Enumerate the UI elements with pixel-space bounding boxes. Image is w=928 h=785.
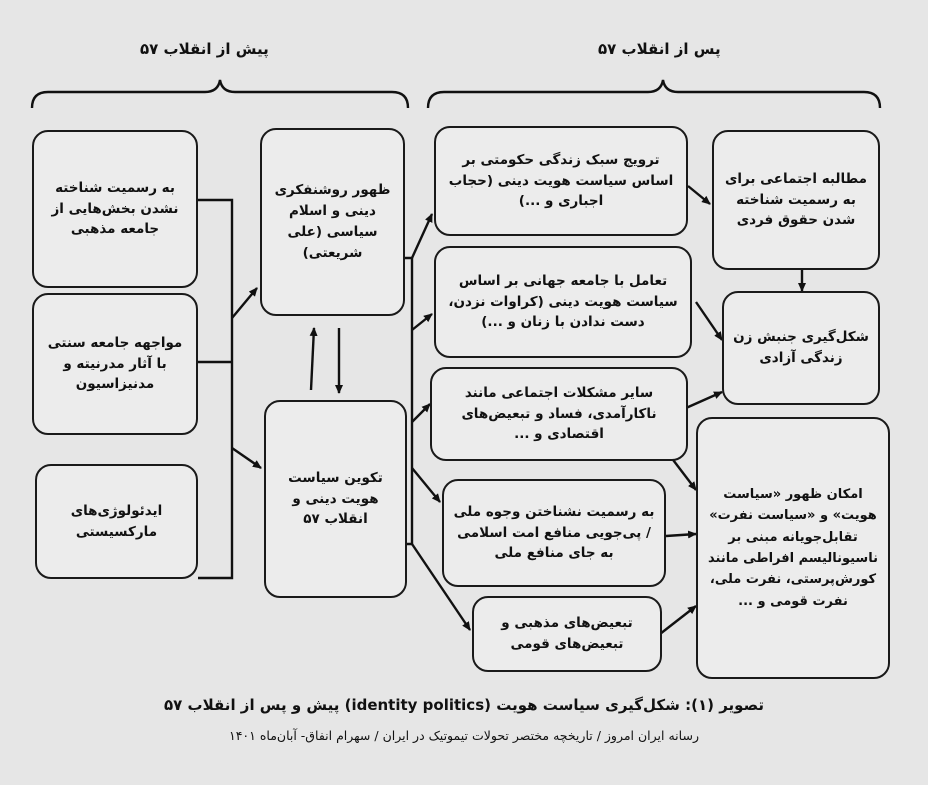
box-intellectuals xyxy=(260,128,405,316)
arrow-lifestyle-to-demand xyxy=(688,186,710,204)
box-world-text: تعامل با جامعه جهانی بر اساس سیاست هویت دینی (کراوات نزدن، دست ندادن با زنان و ...) xyxy=(448,272,678,331)
box-national-text: به رسمیت نشناختن وجوه ملی / پی‌جویی منافع امت اسلامی به جای منافع ملی xyxy=(453,503,655,562)
arrow-to-world xyxy=(412,314,432,330)
left-bracket xyxy=(198,200,232,578)
arrow-social-to-movement xyxy=(686,392,722,408)
box-formation xyxy=(264,400,407,598)
box-lifestyle-text: ترویج سبک زندگی حکومتی بر اساس سیاست هویت دینی (حجاب اجباری و ...) xyxy=(448,151,674,210)
box-possibility xyxy=(696,417,890,679)
box-modernity-text: مواجهه جامعه سنتی با آثار مدرنیته و مدنیزاسیون xyxy=(47,334,183,393)
box-formation-text: تکوین سیاست هویت دینی و انقلاب ۵۷ xyxy=(288,469,383,528)
arrow-national-to-possibility xyxy=(666,534,696,536)
box-social-text: سایر مشکلات اجتماعی مانند ناکارآمدی، فساد و تبعیض‌های اقتصادی و ... xyxy=(461,384,657,443)
arrow-to-lifestyle xyxy=(412,214,432,258)
figure-source: رسانه ایران امروز / تاریخچه مختصر تحولات تیموتیک در ایران / سهرام انفاق- آبان‌ماه ۱۴۰۱ xyxy=(229,728,699,743)
arrow-to-national xyxy=(412,468,440,502)
box-social xyxy=(430,367,688,461)
box-discrimination-text: تبعیض‌های مذهبی و تبعیض‌های قومی xyxy=(501,615,633,652)
arrow-discrimination-to-possibility xyxy=(660,606,696,634)
box-marxist xyxy=(35,464,198,579)
box-movement-text: شکل‌گیری جنبش زن زندگی آزادی xyxy=(733,329,869,366)
box-movement xyxy=(722,291,880,405)
box-lifestyle xyxy=(434,126,688,236)
header-before: پیش از انقلاب ۵۷ xyxy=(140,40,269,58)
arrow-left-to-formation xyxy=(232,448,261,468)
box-demand xyxy=(712,130,880,270)
box-discrimination xyxy=(472,596,662,672)
arrow-formation-to-intellectuals xyxy=(311,328,314,390)
box-unrecognized xyxy=(32,130,198,288)
brace-before xyxy=(32,80,408,108)
box-unrecognized-text: به رسمیت شناخته نشدن بخش‌هایی از جامعه مذهبی xyxy=(51,179,179,238)
brace-after xyxy=(428,80,880,108)
arrow-to-social xyxy=(412,404,430,422)
figure-caption: تصویر (۱): شکل‌گیری سیاست هویت (identity politics) پیش و پس از انقلاب ۵۷ xyxy=(164,696,764,714)
arrow-world-to-movement xyxy=(696,302,722,340)
box-marxist-text: ایدئولوژی‌های مارکسیستی xyxy=(70,502,163,540)
header-after: پس از انقلاب ۵۷ xyxy=(598,40,721,58)
arrow-left-to-intellectuals xyxy=(232,288,257,318)
box-demand-text: مطالبه اجتماعی برای به رسمیت شناخته شدن حقوق فردی xyxy=(724,170,868,229)
box-modernity xyxy=(32,293,198,435)
box-national xyxy=(442,479,666,587)
box-possibility-text: امکان ظهور «سیاست هویت» و «سیاست نفرت» تقابل‌جویانه مبنی بر ناسیونالیسم افراطی مانند کورش‌پرستی، نفرت ملی، نفرت قومی و ... xyxy=(708,486,878,609)
box-intellectuals-text: ظهور روشنفکری دینی و اسلام سیاسی (علی شریعتی) xyxy=(274,182,391,261)
box-world xyxy=(434,246,692,358)
